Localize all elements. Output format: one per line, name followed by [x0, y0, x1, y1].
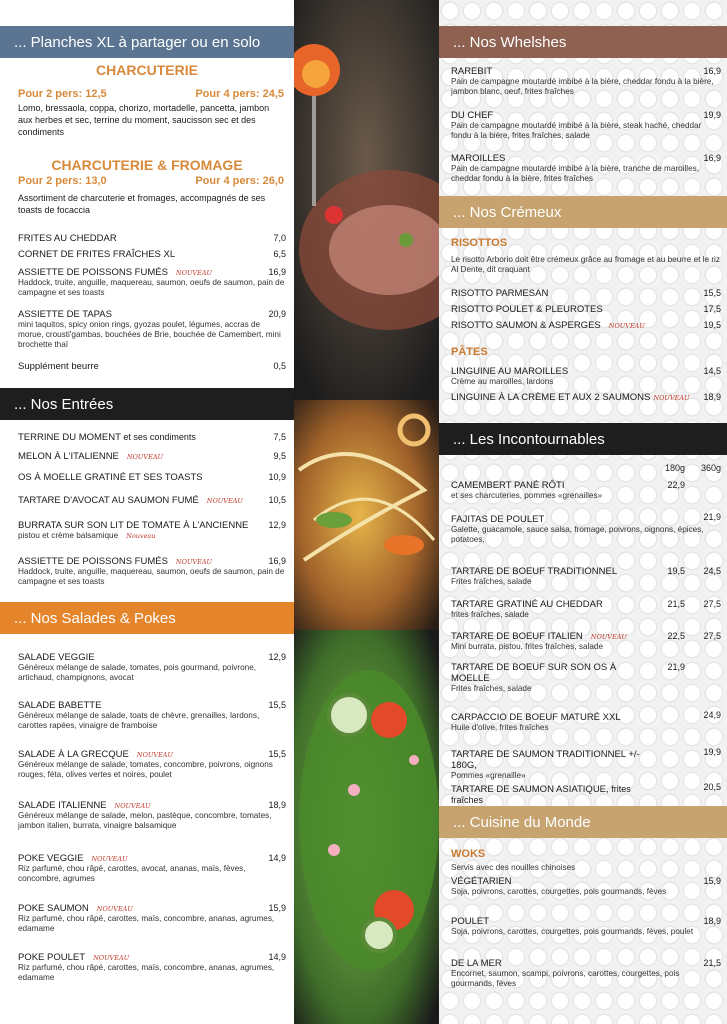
left-column [0, 0, 294, 1024]
radish-3 [409, 755, 419, 765]
food-photos [294, 0, 439, 1024]
menu-item [18, 749, 286, 780]
item-price-360: 27,5 [703, 599, 721, 609]
menu-item [451, 512, 721, 545]
nouveau-label: NOUVEAU [653, 394, 690, 402]
item-price: 21,5 [703, 958, 721, 968]
glass-stem [312, 96, 316, 206]
item-price-360: 24,9 [703, 710, 721, 720]
item-name-text: ASSIETTE DE POISSONS FUMÉS [18, 556, 168, 567]
item-price: 10,5 [268, 495, 286, 505]
menu-item [18, 700, 286, 731]
item-prices [649, 782, 721, 792]
item-price-180: 22,5 [667, 631, 685, 641]
item-desc: Encornet, saumon, scampi, poivrons, carottes, courgettes, pois gourmands, fèves [451, 969, 680, 988]
menu-item [451, 958, 721, 989]
nouveau-label: NOUVEAU [175, 558, 213, 566]
item-name-text: POKE POULET [18, 952, 86, 963]
nouveau-label: NOUVEAU [175, 269, 213, 277]
charcuterie-price-4: Pour 4 pers: 24,5 [195, 88, 284, 100]
item-name: MAROILLES [451, 153, 506, 164]
item-name-text: POKE SAUMON [18, 903, 89, 914]
item-name: VÉGÉTARIEN [451, 876, 512, 887]
item-desc: Pain de campagne moutardé imbibé à la bière, steak haché, cheddar fondu à la bière, frites fraîches, salade [451, 121, 702, 140]
item-name: RAREBIT [451, 66, 493, 77]
item-prices [649, 747, 721, 757]
weight-col-180: 180g [664, 463, 685, 473]
item-price: 15,5 [703, 288, 721, 298]
item-name: OS À MOELLE GRATINÉ ET SES TOASTS [18, 472, 203, 483]
menu-item [18, 652, 286, 683]
item-name [18, 952, 129, 963]
item-price: 18,9 [703, 392, 721, 402]
cucumber-slice-2 [363, 919, 395, 951]
item-name: RISOTTO PARMESAN [451, 288, 549, 299]
nouveau-label: NOUVEAU [206, 497, 243, 505]
item-price-180 [649, 512, 685, 522]
charcufromage-price-2: Pour 2 pers: 13,0 [18, 175, 107, 187]
menu-item [451, 876, 721, 897]
menu-item [18, 800, 286, 831]
menu-item [18, 520, 286, 541]
item-price-180 [649, 747, 685, 757]
charcufromage-desc: Assortiment de charcuterie et fromages, accompagnés de ses toasts de focaccia [18, 193, 266, 215]
item-prices [649, 480, 721, 490]
item-desc: Pain de campagne moutardé imbibé à la bière, tranche de maroilles, cheddar fondu à la bière, frites fraîches [451, 164, 700, 183]
monde-header-text: ... Cuisine du Monde [453, 813, 591, 831]
item-price: 15,5 [268, 700, 286, 710]
cucumber-slice [329, 695, 369, 735]
menu-item [451, 480, 721, 501]
menu-item [451, 304, 721, 315]
item-name [451, 392, 690, 403]
item-price-180 [649, 782, 685, 792]
menu-item [18, 903, 286, 934]
item-name-text: LINGUINE À LA CRÈME ET AUX 2 SAUMONS [451, 392, 651, 403]
item-prices [649, 566, 721, 576]
item-name-text: TARTARE DE BOEUF ITALIEN [451, 631, 583, 642]
cremeux-header-text: ... Nos Crémeux [453, 203, 562, 221]
item-name-text: SALADE ITALIENNE [18, 800, 107, 811]
carrot [384, 535, 424, 555]
nouveau-label: NOUVEAU [91, 855, 128, 863]
menu-item [18, 952, 286, 983]
item-price: 19,5 [703, 320, 721, 330]
menu-item [451, 662, 721, 694]
item-price-360: 19,9 [703, 747, 721, 757]
menu-item [18, 432, 286, 443]
menu-item [18, 451, 286, 462]
item-name [18, 749, 173, 760]
item-price: 7,5 [273, 432, 286, 442]
nouveau-label: NOUVEAU [126, 453, 163, 461]
item-desc: Soja, poivrons, carottes, courgettes, pois gourmands, fèves [451, 887, 667, 896]
menu-item [451, 320, 721, 331]
menu-item [18, 361, 286, 372]
charcufromage-price-4: Pour 4 pers: 26,0 [195, 175, 284, 187]
item-price: 12,9 [268, 520, 286, 530]
welshes-header-text: ... Nos Whelshes [453, 33, 567, 51]
item-name [18, 451, 163, 462]
menu-item [18, 853, 286, 884]
tomato [325, 206, 343, 224]
item-name: RISOTTO POULET & PLEUROTES [451, 304, 603, 315]
item-price: 16,9 [268, 556, 286, 566]
item-prices [649, 599, 721, 609]
item-price: 14,9 [268, 853, 286, 863]
item-price-360: 27,5 [703, 631, 721, 641]
charcufromage-prices [18, 175, 284, 187]
item-desc: frites fraîches, salade [451, 610, 529, 619]
item-price: 19,9 [703, 110, 721, 120]
item-price-180: 21,9 [667, 662, 685, 672]
item-price: 15,9 [703, 876, 721, 886]
item-prices [649, 662, 721, 672]
monde-header [439, 806, 727, 838]
entrees-header [0, 388, 294, 420]
item-name: TARTARE DE BOEUF TRADITIONNEL [451, 566, 618, 577]
item-desc: Frites fraîches, salade [451, 577, 532, 586]
menu-item [451, 631, 721, 652]
item-price-360: 20,5 [703, 782, 721, 792]
tomato-slice [371, 702, 407, 738]
item-prices [649, 710, 721, 720]
item-desc: Frites fraîches, salade [451, 684, 532, 693]
item-price-360: 24,5 [703, 566, 721, 576]
item-name: ASSIETTE DE TAPAS [18, 309, 112, 320]
item-desc: Généreux mélange de salade, tomates, concombre, poivrons, oignons rouges, féta, olives vertes et noires, poulet [18, 760, 273, 779]
item-name-text: MELON À L'ITALIENNE [18, 451, 119, 462]
risottos-title: RISOTTOS [451, 237, 508, 249]
weight-col-360: 360g [700, 463, 721, 473]
item-name-text: SALADE À LA GRECQUE [18, 749, 129, 760]
menu-item [451, 710, 721, 733]
item-price: 16,9 [703, 153, 721, 163]
item-name-extra: et ses condiments [123, 432, 196, 442]
welshes-header [439, 26, 727, 58]
item-name [18, 556, 212, 567]
charcuterie-desc: Lomo, bressaola, coppa, chorizo, mortadelle, pancetta, jambon aux herbes et sec, terrine du moment, saucisson sec et des condiments [18, 103, 270, 137]
charcuterie-prices [18, 88, 284, 100]
charcuterie-title: CHARCUTERIE [96, 62, 198, 78]
item-name-text: POKE VEGGIE [18, 853, 84, 864]
item-price: 20,9 [268, 309, 286, 319]
item-desc: Pain de campagne moutardé imbibé à la bière, cheddar fondu à la bière, jambon blanc, oeuf, frites fraîches [451, 77, 714, 96]
item-price: 18,9 [268, 800, 286, 810]
item-price-180: 22,9 [667, 480, 685, 490]
item-price: 12,9 [268, 652, 286, 662]
item-price: 15,9 [268, 903, 286, 913]
menu-item [18, 249, 286, 260]
item-desc: Haddock, truite, anguille, maquereau, saumon, oeufs de saumon, pain de campagne et ses toasts [18, 278, 285, 297]
menu-item [18, 556, 286, 587]
menu-item [451, 747, 721, 781]
item-name-text: TARTARE DE SAUMON ASIATIQUE, [451, 784, 609, 795]
item-price-360 [685, 662, 721, 672]
item-price: 6,5 [273, 249, 286, 259]
item-name: TARTARE GRATINÉ AU CHEDDAR [451, 599, 603, 610]
nouveau-label: NOUVEAU [608, 322, 645, 330]
cremeux-header [439, 196, 727, 228]
item-price: 16,9 [703, 66, 721, 76]
menu-item [451, 66, 721, 97]
item-prices [649, 631, 721, 641]
nouveau-label: NOUVEAU [136, 751, 173, 759]
item-name: Supplément beurre [18, 361, 99, 372]
item-name-text: RISOTTO SAUMON & ASPERGES [451, 320, 601, 331]
nouveau-label: NOUVEAU [96, 905, 133, 913]
menu-item [451, 916, 721, 937]
weight-columns [649, 463, 721, 473]
item-name [18, 495, 243, 506]
item-name: CAMEMBERT PANÉ RÔTI [451, 480, 565, 491]
item-name-text: TERRINE DU MOMENT [18, 432, 121, 443]
item-desc: Soja, poivrons, carottes, courgettes, pois gourmands, fèves, poulet [451, 927, 694, 936]
menu-item [18, 309, 286, 350]
menu-item [451, 153, 721, 184]
item-name: DE LA MER [451, 958, 502, 969]
wok-photo [294, 400, 439, 630]
radish [348, 784, 360, 796]
item-name: CARPACCIO DE BOEUF MATURÉ XXL [451, 712, 621, 723]
photo-strip [294, 0, 439, 1024]
radish-2 [328, 844, 340, 856]
item-desc [18, 531, 286, 541]
woks-note: Servis avec des nouilles chinoises [451, 863, 576, 872]
item-desc: Haddock, truite, anguille, maquereau, saumon, oeufs de saumon, pain de campagne et ses toasts [18, 567, 285, 586]
item-name: LINGUINE AU MAROILLES [451, 366, 569, 377]
item-name [18, 267, 212, 278]
herb [399, 233, 413, 247]
woks-title: WOKS [451, 848, 486, 860]
item-name [451, 631, 627, 642]
planches-header [0, 26, 294, 58]
nouveau-label: Nouveau [126, 532, 156, 540]
item-price: 7,0 [273, 233, 286, 243]
item-desc: Crème au maroilles, lardons [451, 377, 554, 386]
item-desc: Généreux mélange de salade, toats de chèvre, grenailles, lardons, carottes rapées, vinaigre de framboise [18, 711, 260, 730]
menu-item [18, 267, 286, 298]
item-price-180 [649, 710, 685, 720]
incontournables-header-text: ... Les Incontournables [453, 430, 605, 448]
item-desc: et ses charcuteries, pommes «grenailles» [451, 491, 603, 500]
item-name: CORNET DE FRITES FRAÎCHES XL [18, 249, 176, 260]
item-price-360: 21,9 [703, 512, 721, 522]
item-name [18, 432, 196, 443]
risottos-note: Le risotto Arborio doit être crémeux grâce au fromage et au beurre et le riz Al Dente, dit craquant [451, 255, 720, 274]
item-price: 10,9 [268, 472, 286, 482]
item-price: 16,9 [268, 267, 286, 277]
salades-header [0, 602, 294, 634]
menu-item [451, 782, 721, 806]
item-prices [649, 512, 721, 522]
menu-item [451, 392, 721, 403]
item-name [18, 903, 133, 914]
item-desc: Riz parfumé, chou râpé, carottes, avocat, ananas, maïs, fèves, concombre, agrumes [18, 864, 246, 883]
charcufromage-title: CHARCUTERIE & FROMAGE [51, 157, 243, 173]
item-price-180: 21,5 [667, 599, 685, 609]
menu-item [451, 366, 721, 387]
nouveau-label: NOUVEAU [114, 802, 151, 810]
item-desc-text: pistou et crème balsamique [18, 531, 119, 540]
planches-header-text: ... Planches XL à partager ou en solo [14, 33, 261, 51]
menu-item [451, 288, 721, 299]
item-name: SALADE VEGGIE [18, 652, 95, 663]
menu-item [451, 599, 721, 620]
item-name: SALADE BABETTE [18, 700, 102, 711]
item-name [451, 320, 645, 331]
menu-item [18, 233, 286, 244]
item-name: FAJITAS DE POULET [451, 514, 545, 525]
item-desc: Huile d'olive, frites fraîches [451, 723, 549, 732]
item-name [18, 800, 151, 811]
item-desc: Généreux mélange de salade, melon, pastèque, concombre, tomates, jambon italien, burrata, vinaigre balsamique [18, 811, 272, 830]
item-name: POULET [451, 916, 490, 927]
item-price: 0,5 [273, 361, 286, 371]
item-desc: Riz parfumé, chou râpé, carottes, maïs, concombre, ananas, agrumes, edamame [18, 914, 275, 933]
nouveau-label: NOUVEAU [590, 633, 627, 641]
item-price: 14,5 [703, 366, 721, 376]
item-name: FRITES AU CHEDDAR [18, 233, 117, 244]
item-name-extra: frites fraîches [451, 784, 631, 805]
charcuterie-price-2: Pour 2 pers: 12,5 [18, 88, 107, 100]
item-price-180: 19,5 [667, 566, 685, 576]
item-price: 9,5 [273, 451, 286, 461]
item-desc: Mini burrata, pistou, frites fraîches, salade [451, 642, 603, 651]
item-desc: Riz parfumé, chou râpé, carottes, maïs, concombre, ananas, agrumes, edamame [18, 963, 275, 982]
item-desc: Généreux mélange de salade, tomates, pois gourmand, poivrone, artichaud, champignons, avocat [18, 663, 257, 682]
item-name [18, 853, 128, 864]
salades-header-text: ... Nos Salades & Pokes [14, 609, 176, 627]
item-price: 15,5 [268, 749, 286, 759]
pates-title: PÂTES [451, 346, 488, 358]
incontournables-header [439, 423, 727, 455]
zucchini [316, 512, 352, 528]
orange-slice [302, 60, 330, 88]
entrees-header-text: ... Nos Entrées [14, 395, 114, 413]
menu-item [18, 495, 286, 506]
item-price: 17,5 [703, 304, 721, 314]
item-name: BURRATA SUR SON LIT DE TOMATE À L'ANCIENNE [18, 520, 249, 531]
menu-item [18, 472, 286, 483]
item-price-360 [685, 480, 721, 490]
item-name-text: ASSIETTE DE POISSONS FUMÉS [18, 267, 168, 278]
item-desc: Pommes «grenaille» [451, 771, 526, 780]
nouveau-label: NOUVEAU [93, 954, 130, 962]
item-name: TARTARE DE BOEUF SUR SON OS À MOELLE [451, 662, 617, 684]
item-name-text: TARTARE D'AVOCAT AU SAUMON FUMÉ [18, 495, 199, 506]
item-price: 14,9 [268, 952, 286, 962]
item-desc: mini taquitos, spicy onion rings, gyozas poulet, légumes, accras de morue, crousti'gambas, bouchées de Brie, bouchée de Camembert, mini brochette thaï [18, 320, 281, 349]
item-desc: Galette, guacamole, sauce salsa, fromage, poivrons, oignons, épices, potatoes, [451, 525, 704, 544]
menu-item [451, 566, 721, 587]
right-column [439, 0, 727, 1024]
item-price: 18,9 [703, 916, 721, 926]
item-name: TARTARE DE SAUMON TRADITIONNEL +/- 180G, [451, 749, 640, 771]
item-name: DU CHEF [451, 110, 494, 121]
menu-item [451, 110, 721, 141]
item-name [451, 784, 649, 806]
